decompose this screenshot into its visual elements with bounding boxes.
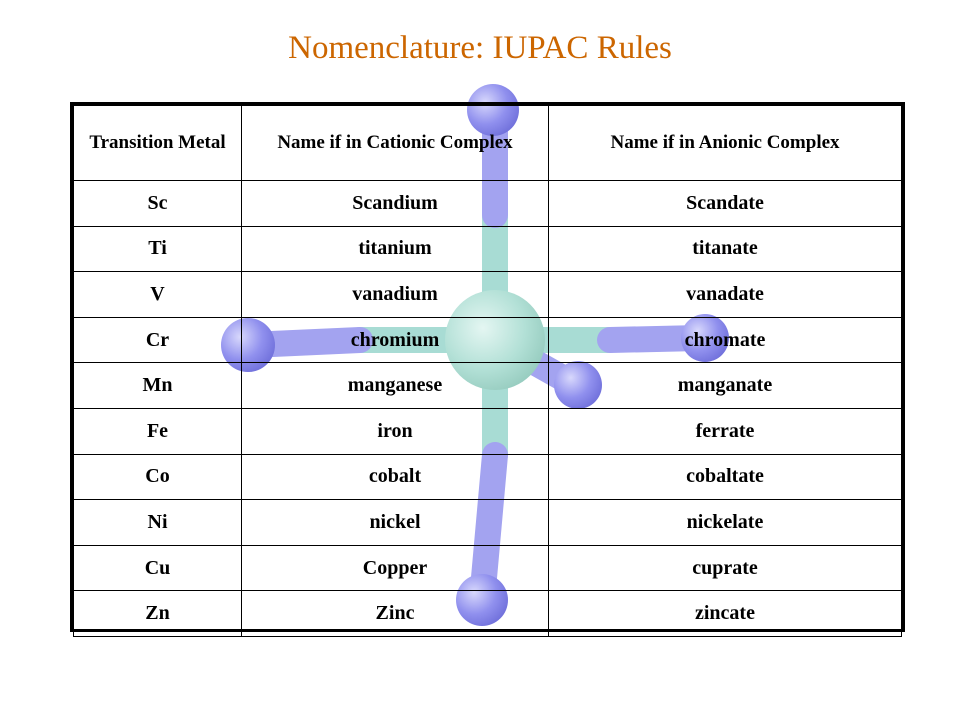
cell-anionic: Scandate bbox=[549, 181, 902, 227]
cell-metal: Co bbox=[74, 454, 242, 500]
cell-anionic: zincate bbox=[549, 591, 902, 637]
cell-metal: Sc bbox=[74, 181, 242, 227]
cell-metal: Zn bbox=[74, 591, 242, 637]
header-anionic-name: Name if in Anionic Complex bbox=[549, 106, 902, 181]
cell-metal: V bbox=[74, 272, 242, 318]
cell-metal: Cr bbox=[74, 317, 242, 363]
cell-metal: Cu bbox=[74, 545, 242, 591]
cell-metal: Ti bbox=[74, 226, 242, 272]
table-row bbox=[74, 226, 902, 272]
cell-anionic: manganate bbox=[549, 363, 902, 409]
cell-cationic: vanadium bbox=[242, 272, 549, 318]
cell-metal: Mn bbox=[74, 363, 242, 409]
slide-title: Nomenclature: IUPAC Rules bbox=[288, 30, 672, 66]
cell-cationic: iron bbox=[242, 408, 549, 454]
cell-anionic: chromate bbox=[549, 317, 902, 363]
table-row bbox=[74, 363, 902, 409]
table-row bbox=[74, 181, 902, 227]
cell-anionic: ferrate bbox=[549, 408, 902, 454]
header-cationic-name: Name if in Cationic Complex bbox=[242, 106, 549, 181]
cell-cationic: Scandium bbox=[242, 181, 549, 227]
cell-anionic: cobaltate bbox=[549, 454, 902, 500]
cell-metal: Ni bbox=[74, 500, 242, 546]
cell-anionic: vanadate bbox=[549, 272, 902, 318]
cell-cationic: manganese bbox=[242, 363, 549, 409]
cell-cationic: chromium bbox=[242, 317, 549, 363]
cell-anionic: nickelate bbox=[549, 500, 902, 546]
table-header-row bbox=[74, 106, 902, 181]
table-row bbox=[74, 272, 902, 318]
table-row bbox=[74, 500, 902, 546]
nomenclature-table bbox=[73, 105, 902, 637]
cell-cationic: titanium bbox=[242, 226, 549, 272]
cell-cationic: Zinc bbox=[242, 591, 549, 637]
cell-anionic: cuprate bbox=[549, 545, 902, 591]
table-row bbox=[74, 408, 902, 454]
table-row bbox=[74, 591, 902, 637]
cell-metal: Fe bbox=[74, 408, 242, 454]
cell-anionic: titanate bbox=[549, 226, 902, 272]
cell-cationic: cobalt bbox=[242, 454, 549, 500]
table-row bbox=[74, 317, 902, 363]
header-transition-metal: Transition Metal bbox=[74, 106, 242, 181]
cell-cationic: Copper bbox=[242, 545, 549, 591]
cell-cationic: nickel bbox=[242, 500, 549, 546]
nomenclature-table-wrapper bbox=[70, 102, 905, 632]
table-row bbox=[74, 545, 902, 591]
table-row bbox=[74, 454, 902, 500]
